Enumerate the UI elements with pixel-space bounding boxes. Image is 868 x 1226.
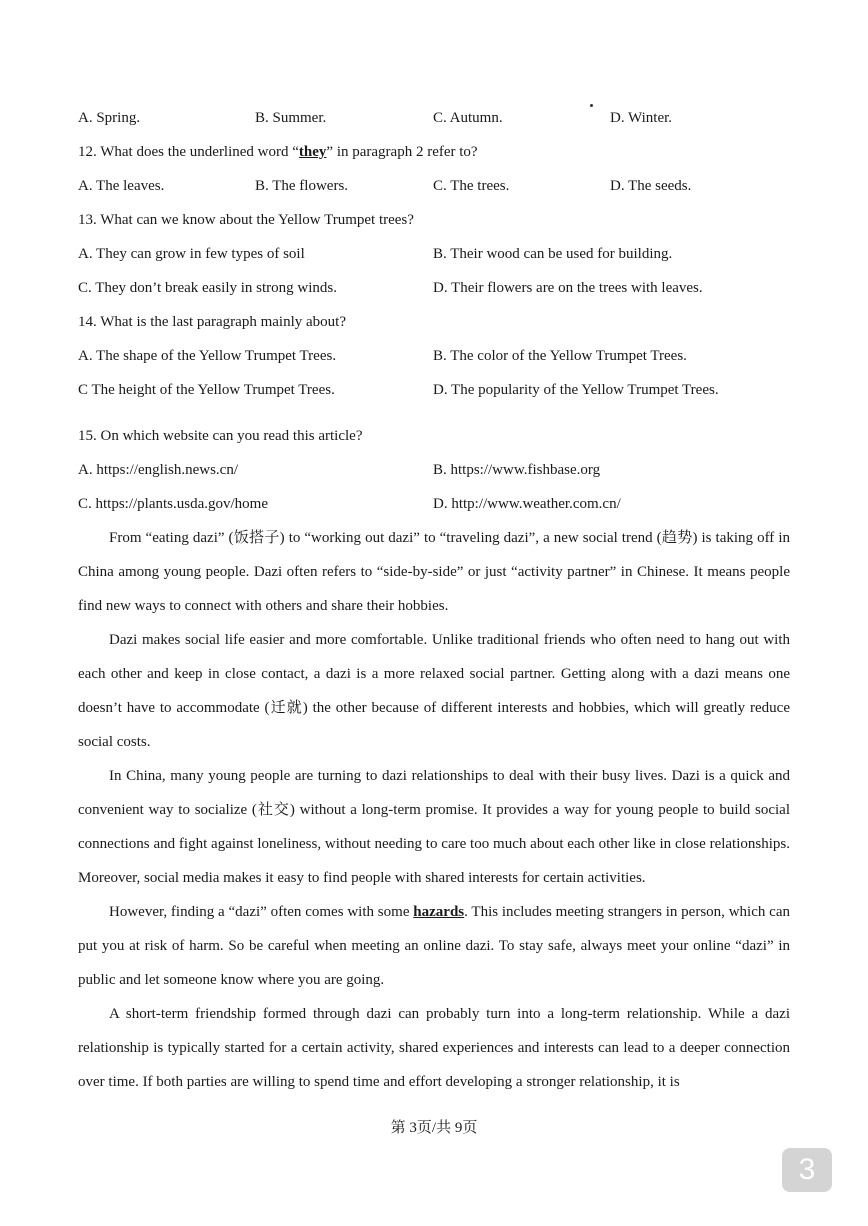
q13-option-d: D. Their flowers are on the trees with leaves. — [433, 280, 703, 296]
q14-option-a: A. The shape of the Yellow Trumpet Trees. — [78, 348, 337, 364]
paragraph-4-start: However, finding a “dazi” often comes with some — [109, 904, 414, 920]
q12-option-a: A. The leaves. — [78, 178, 165, 194]
passage-paragraph-3: In China, many young people are turning to dazi relationships to deal with their busy lives. Dazi is a quick and convenient way to socialize (社交) without a long-term promise. It provides a way for young people to build social connections and fight against loneliness, without needing to care too much about each other like in close relationships. Moreover, social media makes it easy to find people with shared interests for certain activities. — [78, 768, 790, 886]
q11-option-d: D. Winter. — [610, 110, 673, 126]
q12-underlined-word: they — [298, 144, 327, 160]
q14-question: 14. What is the last paragraph mainly about? — [78, 314, 346, 330]
q11-option-c: C. Autumn. — [433, 110, 503, 126]
stray-mark — [590, 104, 593, 107]
q13-option-c: C. They don’t break easily in strong winds. — [78, 280, 337, 296]
page-footer: 第 3页/共 9页 — [390, 1120, 478, 1136]
q14-option-c: C The height of the Yellow Trumpet Trees. — [78, 382, 335, 398]
q15-option-b: B. https://www.fishbase.org — [433, 462, 601, 478]
q11-option-a: A. Spring. — [78, 110, 141, 126]
paragraph-4-end: . This includes meeting strangers in person, which can put you at risk of harm. So be careful when meeting an online dazi. To stay safe, always meet your online “dazi” in public and let someone know where you are going. — [78, 904, 790, 988]
q12-question — [78, 142, 478, 162]
paragraph-4-underlined-word: hazards — [413, 904, 465, 920]
q15-question: 15. On which website can you read this article? — [78, 428, 363, 444]
q12-option-d: D. The seeds. — [610, 178, 692, 194]
q13-option-b: B. Their wood can be used for building. — [433, 246, 673, 262]
q13-option-a: A. They can grow in few types of soil — [78, 246, 305, 262]
q15-option-a: A. https://english.news.cn/ — [78, 462, 238, 478]
passage-paragraph-1: From “eating dazi” (饭搭子) to “working out dazi” to “traveling dazi”, a new social trend (趋势) is taking off in China among young people. Dazi often refers to “side-by-side” or just “activity partner” in Chinese. It means people find new ways to connect with others and share their hobbies. — [78, 530, 790, 614]
passage-paragraph-4 — [78, 895, 790, 997]
q12-question-start: 12. What does the underlined word “ — [78, 144, 299, 160]
passage-paragraph-5: A short-term friendship formed through dazi can probably turn into a long-term relationship. While a dazi relationship is typically started for a certain activity, shared experiences and interests can lead to a deeper connection over time. If both parties are willing to spend time and effort developing a stronger relationship, it is — [78, 1006, 790, 1090]
q13-question: 13. What can we know about the Yellow Trumpet trees? — [78, 212, 414, 228]
passage-paragraph-2: Dazi makes social life easier and more comfortable. Unlike traditional friends who often need to hang out with each other and keep in close contact, a dazi is a more relaxed social partner. Getting along with a dazi means one doesn’t have to accommodate (迁就) the other because of different interests and hobbies, which will greatly reduce social costs. — [78, 632, 790, 750]
q12-option-b: B. The flowers. — [255, 178, 349, 194]
q11-option-b: B. Summer. — [255, 110, 327, 126]
q15-option-c: C. https://plants.usda.gov/home — [78, 496, 268, 512]
q14-option-b: B. The color of the Yellow Trumpet Trees. — [433, 348, 687, 364]
q12-option-c: C. The trees. — [433, 178, 510, 194]
page-number-badge[interactable]: 3 — [782, 1148, 832, 1192]
q12-question-end: ” in paragraph 2 refer to? — [326, 144, 478, 160]
q14-option-d: D. The popularity of the Yellow Trumpet Trees. — [433, 382, 719, 398]
q15-option-d: D. http://www.weather.com.cn/ — [433, 496, 621, 512]
